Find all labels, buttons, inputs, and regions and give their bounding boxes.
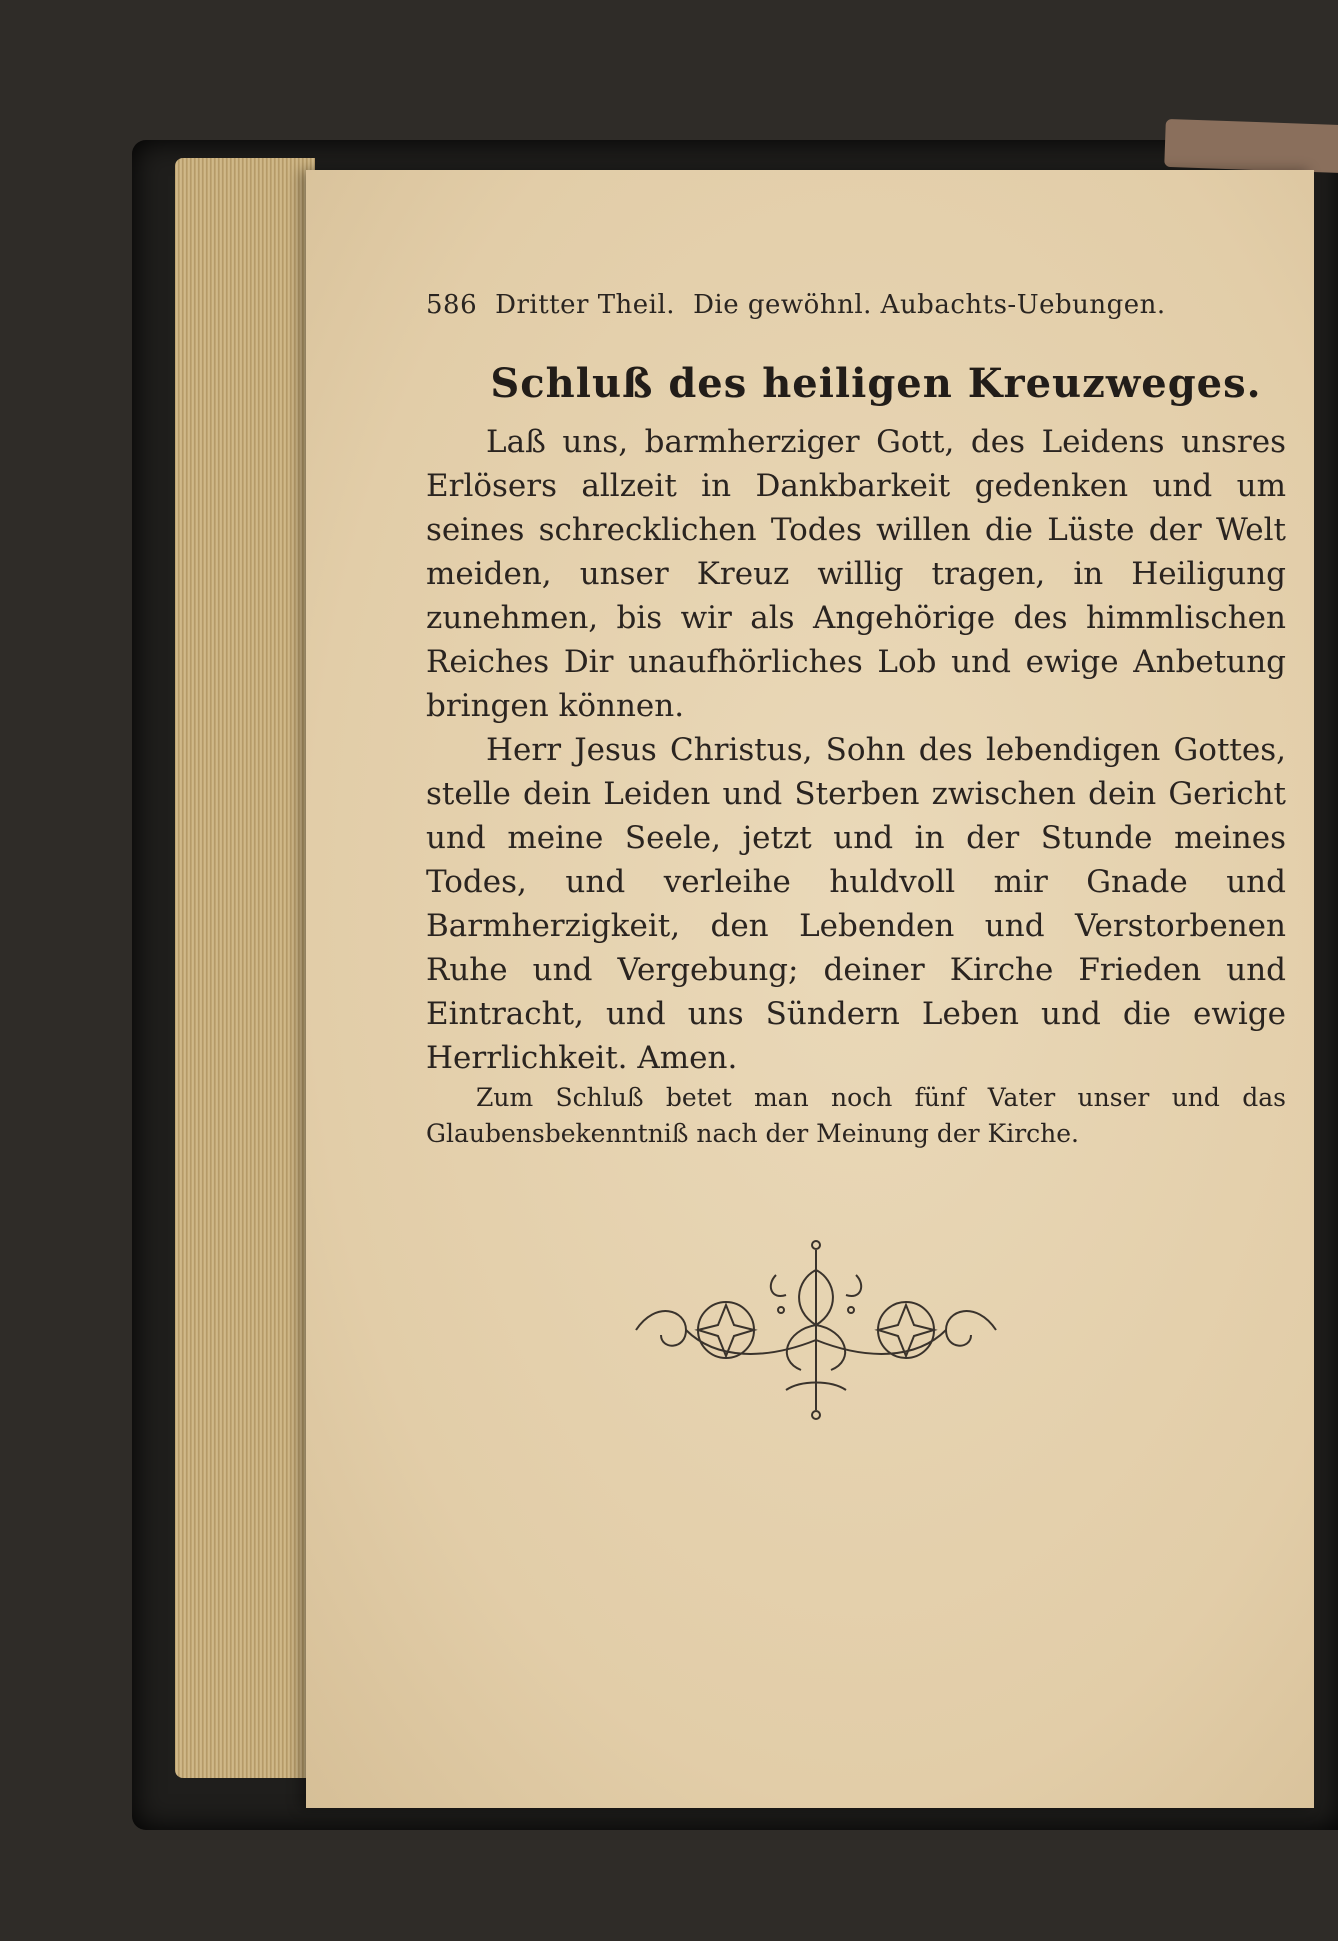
note-text: Zum Schluß betet man noch fünf Vater unser und das Glaubensbekenntniß nach der Meinung der Kirche.: [426, 1083, 1286, 1148]
page-edges: [175, 158, 315, 1778]
body-text: [426, 420, 1286, 1080]
floral-vignette-icon: [616, 1230, 1016, 1430]
book-page: [306, 170, 1314, 1808]
closing-note: [426, 1080, 1286, 1152]
running-head-part: Dritter Theil.: [495, 290, 676, 320]
page-number: 586: [426, 290, 478, 320]
paragraph: Herr Jesus Christus, Sohn des lebendigen Gottes, stelle dein Leiden und Sterben zwischen dein Gericht und meine Seele, jetzt und in der Stunde meines Todes, und verleihe huldvoll mir Gnade und Barmherzigkeit, den Lebenden und Verstorbenen Ruhe und Vergebung; deiner Kirche Frieden und Eintracht, und uns Sündern Leben und die ewige Herrlichkeit. Amen.: [426, 732, 1286, 1076]
running-head: [426, 290, 1286, 320]
paragraph: Laß uns, barmherziger Gott, des Leidens unsres Erlösers allzeit in Dankbarkeit gedenken und um seines schrecklichen Todes willen die Lüste der Welt meiden, unser Kreuz willig tragen, in Heiligung zunehmen, bis wir als Angehörige des himmlischen Reiches Dir unaufhörliches Lob und ewige Anbetung bringen können.: [426, 424, 1286, 724]
running-head-section: Die gewöhnl. Aubachts-Uebungen.: [693, 290, 1166, 320]
spine-binding: [1164, 119, 1338, 173]
section-title: Schluß des heiligen Kreuzweges.: [490, 360, 1262, 407]
